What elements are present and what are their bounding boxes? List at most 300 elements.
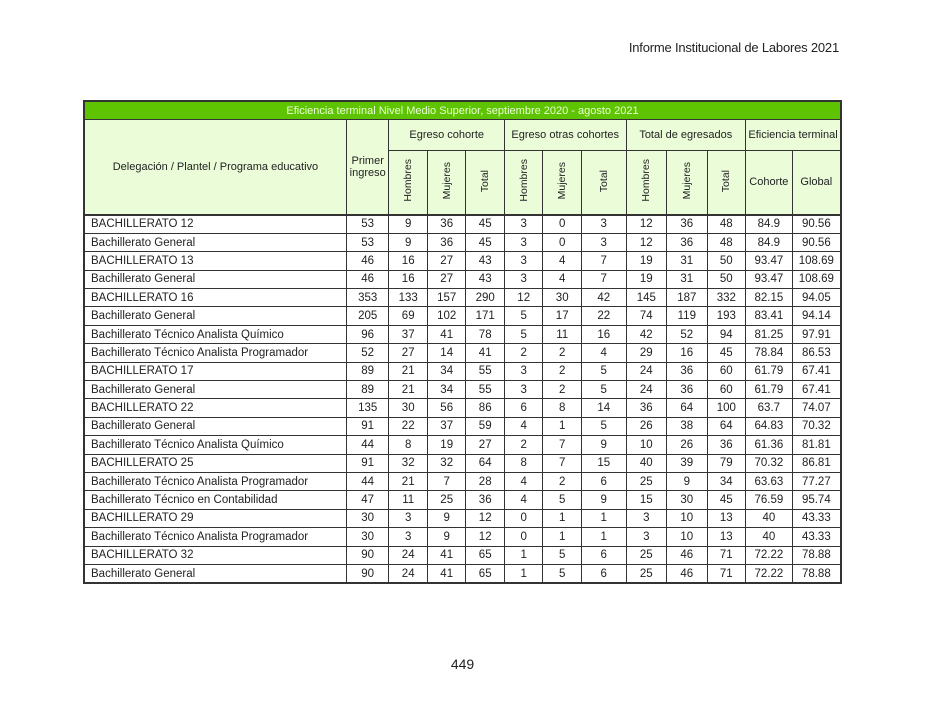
cell-primer-ingreso: 96 [346, 325, 389, 343]
cell-te-mujeres: 36 [667, 362, 708, 380]
cell-ec-total: 43 [466, 270, 505, 288]
page-number: 449 [450, 656, 475, 672]
cell-te-mujeres: 10 [667, 528, 708, 546]
cell-eo-hombres: 1 [504, 564, 543, 583]
cell-primer-ingreso: 90 [346, 546, 389, 564]
cell-primer-ingreso: 53 [346, 215, 389, 234]
header-eo-hombres-label: Hombres [517, 159, 530, 203]
cell-ec-total: 27 [466, 436, 505, 454]
cell-te-hombres: 36 [626, 399, 667, 417]
table-row [84, 270, 841, 288]
cell-ec-total: 12 [466, 528, 505, 546]
header-eo-hombres [504, 151, 543, 215]
cell-ec-hombres: 9 [389, 233, 428, 251]
cell-ec-mujeres: 36 [427, 233, 466, 251]
cell-eo-mujeres: 2 [543, 362, 582, 380]
cell-eo-hombres: 3 [504, 252, 543, 270]
cell-eficiencia-cohorte: 78.84 [746, 344, 793, 362]
cell-ec-mujeres: 27 [427, 252, 466, 270]
cell-te-hombres: 10 [626, 436, 667, 454]
header-te-total [707, 151, 746, 215]
table-row [84, 472, 841, 490]
cell-ec-mujeres: 41 [427, 564, 466, 583]
cell-te-hombres: 12 [626, 215, 667, 234]
cell-eficiencia-cohorte: 40 [746, 509, 793, 527]
cell-program-name: BACHILLERATO 16 [84, 289, 346, 307]
cell-ec-hombres: 3 [389, 528, 428, 546]
cell-eficiencia-global: 94.05 [792, 289, 841, 307]
cell-eficiencia-cohorte: 61.79 [746, 362, 793, 380]
cell-ec-total: 59 [466, 417, 505, 435]
cell-primer-ingreso: 90 [346, 564, 389, 583]
cell-te-total: 50 [707, 270, 746, 288]
cell-program-name: Bachillerato Técnico Analista Químico [84, 436, 346, 454]
cell-eo-hombres: 0 [504, 528, 543, 546]
cell-te-mujeres: 46 [667, 546, 708, 564]
cell-eo-total: 7 [581, 252, 626, 270]
cell-ec-mujeres: 34 [427, 381, 466, 399]
cell-eo-mujeres: 30 [543, 289, 582, 307]
cell-ec-total: 290 [466, 289, 505, 307]
cell-eficiencia-cohorte: 63.7 [746, 399, 793, 417]
cell-eo-total: 1 [581, 528, 626, 546]
cell-eo-mujeres: 1 [543, 528, 582, 546]
cell-program-name: Bachillerato Técnico Analista Programador [84, 472, 346, 490]
cell-ec-hombres: 30 [389, 399, 428, 417]
cell-eo-mujeres: 2 [543, 472, 582, 490]
cell-eo-total: 22 [581, 307, 626, 325]
header-total-egresados: Total de egresados [626, 120, 746, 151]
cell-te-mujeres: 9 [667, 472, 708, 490]
cell-ec-mujeres: 9 [427, 528, 466, 546]
cell-te-total: 45 [707, 491, 746, 509]
cell-program-name: BACHILLERATO 17 [84, 362, 346, 380]
cell-eo-total: 5 [581, 362, 626, 380]
cell-te-total: 94 [707, 325, 746, 343]
cell-te-total: 45 [707, 344, 746, 362]
cell-te-hombres: 24 [626, 362, 667, 380]
cell-eficiencia-global: 67.41 [792, 362, 841, 380]
cell-eficiencia-global: 81.81 [792, 436, 841, 454]
header-eo-mujeres-label: Mujeres [556, 162, 569, 200]
header-ec-mujeres [427, 151, 466, 215]
cell-te-hombres: 40 [626, 454, 667, 472]
cell-eo-total: 16 [581, 325, 626, 343]
cell-eo-total: 5 [581, 417, 626, 435]
table-row [84, 509, 841, 527]
cell-eficiencia-global: 77.27 [792, 472, 841, 490]
cell-ec-hombres: 9 [389, 215, 428, 234]
cell-eo-hombres: 3 [504, 270, 543, 288]
cell-eo-mujeres: 11 [543, 325, 582, 343]
cell-te-hombres: 29 [626, 344, 667, 362]
cell-program-name: Bachillerato General [84, 564, 346, 583]
cell-eficiencia-global: 86.53 [792, 344, 841, 362]
cell-te-mujeres: 26 [667, 436, 708, 454]
cell-ec-hombres: 21 [389, 381, 428, 399]
cell-te-total: 60 [707, 362, 746, 380]
table-row [84, 528, 841, 546]
header-eo-mujeres [543, 151, 582, 215]
cell-ec-mujeres: 102 [427, 307, 466, 325]
cell-program-name: BACHILLERATO 13 [84, 252, 346, 270]
header-ec-total-label: Total [479, 169, 492, 192]
cell-eo-total: 6 [581, 564, 626, 583]
cell-eo-hombres: 1 [504, 546, 543, 564]
table-row [84, 325, 841, 343]
cell-ec-hombres: 69 [389, 307, 428, 325]
cell-eo-hombres: 3 [504, 381, 543, 399]
cell-te-hombres: 25 [626, 546, 667, 564]
cell-ec-total: 55 [466, 362, 505, 380]
cell-ec-hombres: 16 [389, 252, 428, 270]
cell-te-total: 13 [707, 509, 746, 527]
cell-program-name: Bachillerato General [84, 381, 346, 399]
cell-eficiencia-cohorte: 72.22 [746, 564, 793, 583]
table-row [84, 399, 841, 417]
cell-te-total: 34 [707, 472, 746, 490]
cell-eo-total: 14 [581, 399, 626, 417]
cell-ec-hombres: 8 [389, 436, 428, 454]
cell-primer-ingreso: 30 [346, 509, 389, 527]
table-row [84, 546, 841, 564]
cell-primer-ingreso: 46 [346, 252, 389, 270]
cell-te-mujeres: 46 [667, 564, 708, 583]
cell-te-total: 193 [707, 307, 746, 325]
cell-eficiencia-cohorte: 76.59 [746, 491, 793, 509]
table-row [84, 417, 841, 435]
cell-eo-hombres: 4 [504, 491, 543, 509]
cell-program-name: Bachillerato General [84, 270, 346, 288]
table-row [84, 454, 841, 472]
cell-eo-total: 9 [581, 436, 626, 454]
cell-program-name: Bachillerato Técnico Analista Programador [84, 528, 346, 546]
cell-te-mujeres: 36 [667, 381, 708, 399]
cell-ec-mujeres: 25 [427, 491, 466, 509]
cell-ec-mujeres: 9 [427, 509, 466, 527]
cell-te-mujeres: 31 [667, 270, 708, 288]
table-row [84, 344, 841, 362]
cell-primer-ingreso: 44 [346, 436, 389, 454]
cell-ec-total: 171 [466, 307, 505, 325]
cell-te-mujeres: 38 [667, 417, 708, 435]
header-eficiencia: Eficiencia terminal [746, 120, 841, 151]
cell-te-hombres: 19 [626, 270, 667, 288]
cell-primer-ingreso: 205 [346, 307, 389, 325]
cell-te-total: 71 [707, 564, 746, 583]
cell-ec-mujeres: 37 [427, 417, 466, 435]
cell-ec-mujeres: 157 [427, 289, 466, 307]
cell-te-mujeres: 10 [667, 509, 708, 527]
cell-te-total: 79 [707, 454, 746, 472]
cell-te-total: 332 [707, 289, 746, 307]
cell-primer-ingreso: 53 [346, 233, 389, 251]
cell-eficiencia-global: 43.33 [792, 509, 841, 527]
table-body [84, 215, 841, 584]
cell-eficiencia-cohorte: 70.32 [746, 454, 793, 472]
cell-ec-total: 78 [466, 325, 505, 343]
cell-eficiencia-global: 70.32 [792, 417, 841, 435]
cell-primer-ingreso: 47 [346, 491, 389, 509]
cell-ec-total: 86 [466, 399, 505, 417]
cell-eficiencia-cohorte: 40 [746, 528, 793, 546]
header-eo-total-label: Total [597, 169, 610, 192]
cell-eo-total: 1 [581, 509, 626, 527]
cell-te-total: 48 [707, 233, 746, 251]
cell-eo-mujeres: 0 [543, 233, 582, 251]
cell-te-hombres: 42 [626, 325, 667, 343]
header-primer-ingreso: Primer ingreso [346, 120, 389, 215]
cell-primer-ingreso: 52 [346, 344, 389, 362]
cell-eficiencia-global: 78.88 [792, 564, 841, 583]
cell-eo-hombres: 3 [504, 215, 543, 234]
cell-eo-mujeres: 5 [543, 546, 582, 564]
cell-primer-ingreso: 89 [346, 362, 389, 380]
cell-eo-hombres: 4 [504, 417, 543, 435]
cell-eficiencia-global: 95.74 [792, 491, 841, 509]
header-egreso-otras: Egreso otras cohortes [504, 120, 626, 151]
cell-te-hombres: 3 [626, 528, 667, 546]
cell-eficiencia-cohorte: 93.47 [746, 270, 793, 288]
cell-eo-hombres: 3 [504, 362, 543, 380]
cell-eo-mujeres: 7 [543, 436, 582, 454]
cell-ec-mujeres: 41 [427, 546, 466, 564]
cell-eficiencia-cohorte: 64.83 [746, 417, 793, 435]
table-row [84, 491, 841, 509]
cell-program-name: Bachillerato General [84, 307, 346, 325]
cell-ec-total: 65 [466, 564, 505, 583]
table-row [84, 233, 841, 251]
header-cohorte: Cohorte [746, 151, 793, 215]
cell-eo-total: 5 [581, 381, 626, 399]
cell-eo-mujeres: 0 [543, 215, 582, 234]
header-te-hombres [626, 151, 667, 215]
cell-eo-mujeres: 1 [543, 417, 582, 435]
cell-program-name: Bachillerato General [84, 417, 346, 435]
cell-eo-total: 42 [581, 289, 626, 307]
cell-ec-mujeres: 56 [427, 399, 466, 417]
cell-te-hombres: 25 [626, 564, 667, 583]
cell-eficiencia-cohorte: 61.36 [746, 436, 793, 454]
cell-te-hombres: 24 [626, 381, 667, 399]
cell-ec-hombres: 37 [389, 325, 428, 343]
cell-eficiencia-global: 78.88 [792, 546, 841, 564]
cell-eo-hombres: 0 [504, 509, 543, 527]
cell-eficiencia-global: 43.33 [792, 528, 841, 546]
cell-ec-mujeres: 36 [427, 215, 466, 234]
cell-ec-total: 12 [466, 509, 505, 527]
header-global: Global [792, 151, 841, 215]
cell-ec-total: 43 [466, 252, 505, 270]
cell-program-name: Bachillerato Técnico Analista Químico [84, 325, 346, 343]
cell-ec-mujeres: 34 [427, 362, 466, 380]
cell-eo-total: 6 [581, 546, 626, 564]
header-ec-hombres-label: Hombres [402, 159, 415, 203]
cell-te-mujeres: 30 [667, 491, 708, 509]
cell-eo-total: 15 [581, 454, 626, 472]
cell-program-name: Bachillerato General [84, 233, 346, 251]
cell-eo-hombres: 12 [504, 289, 543, 307]
cell-eficiencia-global: 67.41 [792, 381, 841, 399]
cell-eficiencia-cohorte: 84.9 [746, 215, 793, 234]
cell-eo-mujeres: 4 [543, 270, 582, 288]
cell-eo-mujeres: 4 [543, 252, 582, 270]
cell-te-hombres: 26 [626, 417, 667, 435]
cell-program-name: Bachillerato Técnico en Contabilidad [84, 491, 346, 509]
cell-te-mujeres: 36 [667, 215, 708, 234]
header-program: Delegación / Plantel / Programa educativo [84, 120, 346, 215]
header-ec-hombres [389, 151, 428, 215]
cell-ec-total: 55 [466, 381, 505, 399]
cell-eo-total: 3 [581, 233, 626, 251]
cell-program-name: BACHILLERATO 25 [84, 454, 346, 472]
cell-primer-ingreso: 44 [346, 472, 389, 490]
cell-ec-total: 45 [466, 233, 505, 251]
cell-ec-hombres: 21 [389, 362, 428, 380]
cell-ec-hombres: 32 [389, 454, 428, 472]
cell-primer-ingreso: 135 [346, 399, 389, 417]
cell-eo-hombres: 2 [504, 436, 543, 454]
cell-ec-hombres: 3 [389, 509, 428, 527]
cell-te-total: 100 [707, 399, 746, 417]
cell-te-total: 64 [707, 417, 746, 435]
cell-eficiencia-cohorte: 63.63 [746, 472, 793, 490]
header-ec-total [466, 151, 505, 215]
cell-eo-hombres: 6 [504, 399, 543, 417]
cell-eo-total: 7 [581, 270, 626, 288]
cell-primer-ingreso: 91 [346, 417, 389, 435]
cell-eo-mujeres: 1 [543, 509, 582, 527]
cell-ec-hombres: 11 [389, 491, 428, 509]
cell-eficiencia-cohorte: 72.22 [746, 546, 793, 564]
cell-te-mujeres: 52 [667, 325, 708, 343]
cell-eficiencia-global: 97.91 [792, 325, 841, 343]
table-row [84, 289, 841, 307]
cell-eficiencia-global: 108.69 [792, 252, 841, 270]
cell-primer-ingreso: 89 [346, 381, 389, 399]
cell-eficiencia-global: 94.14 [792, 307, 841, 325]
cell-eficiencia-global: 90.56 [792, 233, 841, 251]
cell-te-mujeres: 64 [667, 399, 708, 417]
cell-primer-ingreso: 353 [346, 289, 389, 307]
cell-eficiencia-cohorte: 84.9 [746, 233, 793, 251]
cell-te-hombres: 74 [626, 307, 667, 325]
table-row [84, 307, 841, 325]
cell-ec-total: 64 [466, 454, 505, 472]
cell-eo-hombres: 4 [504, 472, 543, 490]
cell-eo-hombres: 3 [504, 233, 543, 251]
table-row [84, 252, 841, 270]
cell-eo-total: 3 [581, 215, 626, 234]
cell-program-name: BACHILLERATO 32 [84, 546, 346, 564]
cell-ec-hombres: 21 [389, 472, 428, 490]
header-ec-mujeres-label: Mujeres [440, 162, 453, 200]
cell-eo-mujeres: 8 [543, 399, 582, 417]
cell-eo-total: 4 [581, 344, 626, 362]
header-te-mujeres [667, 151, 708, 215]
cell-te-mujeres: 36 [667, 233, 708, 251]
cell-ec-hombres: 22 [389, 417, 428, 435]
table-row [84, 436, 841, 454]
table-row [84, 362, 841, 380]
cell-te-total: 60 [707, 381, 746, 399]
cell-eo-mujeres: 5 [543, 491, 582, 509]
cell-eficiencia-global: 74.07 [792, 399, 841, 417]
cell-te-hombres: 12 [626, 233, 667, 251]
cell-eo-mujeres: 2 [543, 344, 582, 362]
cell-eficiencia-cohorte: 93.47 [746, 252, 793, 270]
cell-eo-hombres: 5 [504, 325, 543, 343]
cell-program-name: BACHILLERATO 22 [84, 399, 346, 417]
cell-te-hombres: 3 [626, 509, 667, 527]
header-egreso-cohorte: Egreso cohorte [389, 120, 505, 151]
header-te-total-label: Total [720, 169, 733, 192]
cell-program-name: BACHILLERATO 12 [84, 215, 346, 234]
cell-ec-mujeres: 27 [427, 270, 466, 288]
cell-te-mujeres: 119 [667, 307, 708, 325]
cell-ec-hombres: 24 [389, 564, 428, 583]
cell-eficiencia-global: 108.69 [792, 270, 841, 288]
cell-te-hombres: 15 [626, 491, 667, 509]
cell-eo-mujeres: 5 [543, 564, 582, 583]
cell-eo-mujeres: 7 [543, 454, 582, 472]
cell-eo-hombres: 8 [504, 454, 543, 472]
cell-te-total: 48 [707, 215, 746, 234]
cell-eficiencia-cohorte: 81.25 [746, 325, 793, 343]
table-row [84, 381, 841, 399]
header-te-mujeres-label: Mujeres [680, 162, 693, 200]
cell-te-total: 13 [707, 528, 746, 546]
cell-ec-hombres: 133 [389, 289, 428, 307]
table-row [84, 564, 841, 583]
efficiency-table [83, 100, 842, 584]
header-te-hombres-label: Hombres [640, 159, 653, 203]
cell-eo-mujeres: 2 [543, 381, 582, 399]
table-title: Eficiencia terminal Nivel Medio Superior, septiembre 2020 - agosto 2021 [84, 101, 841, 120]
cell-ec-mujeres: 7 [427, 472, 466, 490]
cell-eo-hombres: 5 [504, 307, 543, 325]
cell-program-name: Bachillerato Técnico Analista Programador [84, 344, 346, 362]
cell-eficiencia-cohorte: 61.79 [746, 381, 793, 399]
cell-te-mujeres: 16 [667, 344, 708, 362]
cell-ec-hombres: 24 [389, 546, 428, 564]
cell-te-hombres: 19 [626, 252, 667, 270]
cell-te-mujeres: 187 [667, 289, 708, 307]
table-row [84, 215, 841, 234]
cell-ec-total: 45 [466, 215, 505, 234]
cell-te-total: 50 [707, 252, 746, 270]
cell-primer-ingreso: 30 [346, 528, 389, 546]
cell-eo-mujeres: 17 [543, 307, 582, 325]
cell-primer-ingreso: 91 [346, 454, 389, 472]
cell-ec-mujeres: 41 [427, 325, 466, 343]
cell-eficiencia-global: 90.56 [792, 215, 841, 234]
cell-eficiencia-cohorte: 83.41 [746, 307, 793, 325]
cell-ec-mujeres: 14 [427, 344, 466, 362]
cell-te-total: 36 [707, 436, 746, 454]
cell-eo-total: 6 [581, 472, 626, 490]
cell-program-name: BACHILLERATO 29 [84, 509, 346, 527]
cell-ec-total: 28 [466, 472, 505, 490]
cell-ec-total: 36 [466, 491, 505, 509]
cell-ec-mujeres: 32 [427, 454, 466, 472]
header-eo-total [581, 151, 626, 215]
cell-eo-hombres: 2 [504, 344, 543, 362]
cell-te-mujeres: 31 [667, 252, 708, 270]
cell-ec-hombres: 27 [389, 344, 428, 362]
cell-ec-mujeres: 19 [427, 436, 466, 454]
cell-ec-hombres: 16 [389, 270, 428, 288]
